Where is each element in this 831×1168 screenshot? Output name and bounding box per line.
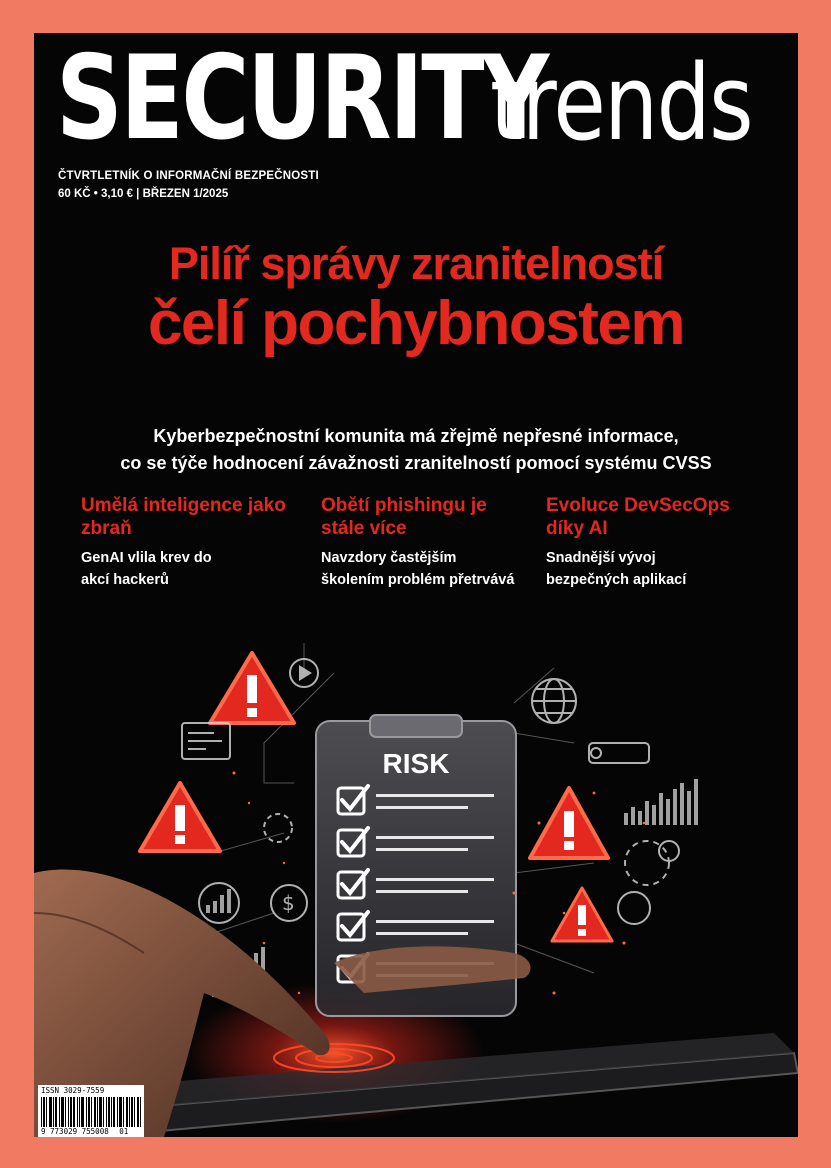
gauge-icon [199,883,239,923]
barcode-bar [82,1097,83,1127]
checklist-line [376,806,468,809]
headline-line-1: Pilíř správy zranitelností [168,238,664,289]
subhead-line-2: co se týče hodnocení závažnosti zranitelností pomocí systému CVSS [120,453,712,473]
ean-addon: 01 [119,1126,129,1136]
warning-icon [210,653,294,723]
checklist-line [376,848,468,851]
barcode-bar [86,1097,87,1127]
barcode-bar [103,1097,104,1127]
magazine-cover [34,33,798,1137]
barcode-bar [89,1097,90,1127]
warning-icon [140,783,220,851]
clipboard-label: RISK [382,748,450,779]
barcode-bar [73,1097,74,1127]
barcode-bar [77,1097,78,1127]
barcode-bar [100,1097,101,1127]
barcode-bar [53,1097,54,1127]
masthead-security: SECURITY [56,33,547,166]
barcode-bar [59,1097,60,1127]
barcode-bar [97,1097,98,1127]
barcode-bar [134,1097,135,1127]
barcode-bar [46,1097,47,1127]
barcode-bar [119,1097,120,1127]
teaser-ai-weapon [81,495,301,592]
masthead-logo [56,33,752,166]
cover-headline [34,239,798,359]
barcode-bar [132,1097,133,1127]
issn-number: ISSN 3029-7559 [41,1086,105,1095]
barcode-bar [114,1097,115,1127]
barcode-bar [68,1097,69,1127]
teaser-title: Evoluce DevSecOps díky AI [546,495,730,539]
leaf-icon [618,892,650,924]
barcode-bar [99,1097,100,1127]
barcode-bar [44,1097,45,1127]
user-card-icon [589,743,649,763]
barcode-bar [63,1097,64,1127]
barcode-bar [101,1097,102,1127]
barcode-bar [65,1097,66,1127]
issue-info: 60 KČ • 3,10 € | BŘEZEN 1/2025 [58,188,229,200]
barcode-bar [127,1097,128,1127]
barcode-bar [138,1097,139,1127]
barcode-bar [109,1097,110,1127]
barcode-bar [117,1097,118,1127]
bar-chart-icon [624,779,698,825]
barcode-bar [61,1097,62,1127]
barcode-bar [74,1097,75,1127]
barcode-bar [129,1097,130,1127]
checklist-line [376,920,494,923]
barcode-bar [140,1097,141,1127]
checklist-line [376,932,468,935]
barcode-bar [120,1097,121,1127]
barcode-bar [94,1097,95,1127]
teaser-body: Snadnější vývoj bezpečných aplikací [546,549,687,589]
barcode-bar [62,1097,63,1127]
masthead-trends: trends [490,42,752,164]
barcode-bar [131,1097,132,1127]
barcode-bar [79,1097,80,1127]
teaser-title: Obětí phishingu je stále více [321,495,487,539]
barcode-bar [43,1097,44,1127]
barcode-bar [83,1097,84,1127]
checklist-line [376,836,494,839]
barcode-bar [71,1097,72,1127]
barcode-bar [111,1097,112,1127]
teaser-body: Navzdory častějším školením problém přetrvává [321,549,515,589]
barcode-bar [91,1097,92,1127]
ean-line [41,1128,141,1136]
barcode-bars [41,1097,141,1127]
barcode-bar [50,1097,51,1127]
barcode-bar [49,1097,50,1127]
warning-icon [530,788,608,858]
cover-subhead [74,423,758,477]
barcode-bar [55,1097,56,1127]
checklist-line [376,794,494,797]
barcode-bar [108,1097,109,1127]
barcode-bar [137,1097,138,1127]
barcode-bar [56,1097,57,1127]
barcode-bar [95,1097,96,1127]
barcode [38,1085,144,1137]
cover-illustration [34,613,798,1137]
checklist-line [376,890,468,893]
teaser-devsecops [546,495,766,592]
checklist-line [376,878,494,881]
barcode-bar [113,1097,114,1127]
ean-number: 9 773029 755008 [41,1126,109,1136]
barcode-bar [126,1097,127,1127]
warning-icon [552,888,612,941]
svg-text:$: $ [282,891,295,915]
barcode-bar [41,1097,42,1127]
barcode-bar [106,1097,107,1127]
subhead-line-1: Kyberbezpečnostní komunita má zřejmě nepřesné informace, [153,426,679,446]
teaser-phishing [321,495,541,592]
barcode-bar [121,1097,122,1127]
teaser-body: GenAI vlila krev do akcí hackerů [81,549,212,589]
barcode-bar [70,1097,71,1127]
barcode-bar [123,1097,124,1127]
barcode-bar [88,1097,89,1127]
teaser-title: Umělá inteligence jako zbraň [81,495,286,539]
barcode-bar [51,1097,52,1127]
barcode-bar [81,1097,82,1127]
headline-line-2: čelí pochybnostem [147,289,685,359]
tagline: ČTVRTLETNÍK O INFORMAČNÍ BEZPEČNOSTI [58,170,319,182]
